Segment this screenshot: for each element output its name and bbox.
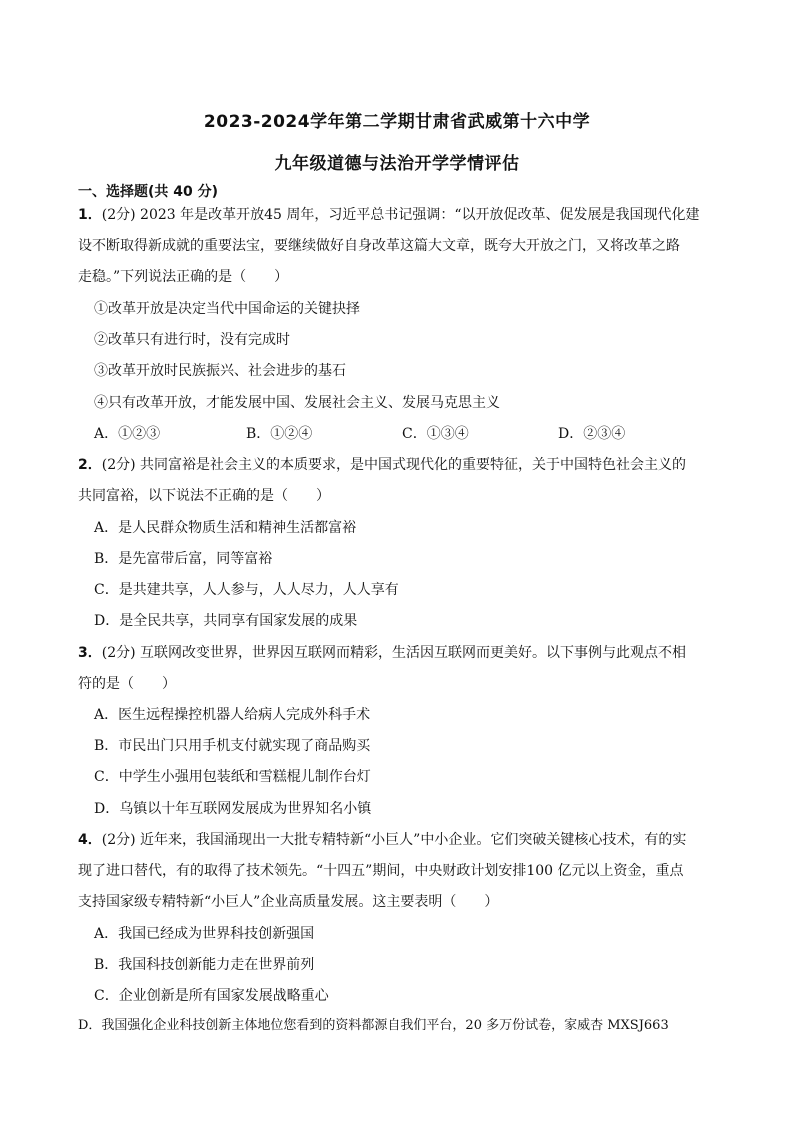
question-4-choice-a: A．我国已经成为世界科技创新强国	[94, 926, 315, 942]
question-1-line-2: 设不断取得新成就的重要法宝，要继续做好自身改革这篇大文章，既夸大开放之门，又将改革之路	[78, 238, 680, 254]
question-2-choice-c: C．是共建共享，人人参与，人人尽力，人人享有	[94, 582, 399, 598]
question-1-number: 1．	[78, 207, 102, 223]
question-2-number: 2．	[78, 457, 102, 473]
question-1-choice-a: A．①②③	[94, 426, 161, 442]
question-4-line-3: 支持国家级专精特新“小巨人”企业高质量发展。这主要表明（ ）	[78, 894, 499, 910]
question-4-choice-c: C．企业创新是所有国家发展战略重心	[94, 988, 329, 1004]
question-1-line-1	[78, 206, 718, 224]
question-3-choice-d: D．乌镇以十年互联网发展成为世界知名小镇	[94, 801, 372, 817]
question-2-choice-d: D．是全民共享，共同享有国家发展的成果	[94, 613, 358, 629]
question-1-statement-3: ③改革开放时民族振兴、社会进步的基石	[94, 363, 346, 379]
question-4-choice-b: B．我国科技创新能力走在世界前列	[94, 957, 315, 973]
question-1-line-3: 走稳。”下列说法正确的是（ ）	[78, 269, 289, 285]
question-4-line-1	[78, 831, 718, 849]
question-3-line-1	[78, 644, 718, 662]
question-4-choice-d-with-watermark: D．我国强化企业科技创新主体地位您看到的资料都源自我们平台，20 多万份试卷，家威杏 MXSJ663	[78, 1018, 669, 1033]
question-1-choice-d: D．②③④	[558, 426, 626, 442]
question-3-number: 3．	[78, 645, 102, 661]
question-3-line-2: 符的是（ ）	[78, 676, 176, 692]
question-2-line-1	[78, 456, 718, 474]
question-3-choice-b: B．市民出门只用手机支付就实现了商品购买	[94, 738, 371, 754]
question-4-number: 4．	[78, 832, 102, 848]
question-2-choice-a: A．是人民群众物质生活和精神生活都富裕	[94, 520, 357, 536]
question-2-text: (2分) 共同富裕是社会主义的本质要求，是中国式现代化的重要特征，关于中国特色社会主义的	[101, 457, 687, 473]
question-1-statement-4: ④只有改革开放，才能发展中国、发展社会主义、发展马克思主义	[94, 395, 500, 411]
question-4-line-2: 现了进口替代，有的取得了技术领先。“十四五”期间，中央财政计划安排100 亿元以上资金，重点	[78, 863, 684, 879]
question-1-statement-2: ②改革只有进行时，没有完成时	[94, 332, 290, 348]
question-1-choice-c: C．①③④	[402, 426, 469, 442]
question-3-text: (2分) 互联网改变世界，世界因互联网而精彩，生活因互联网而更美好。以下事例与此观点不相	[101, 645, 687, 661]
question-3-choice-a: A．医生远程操控机器人给病人完成外科手术	[94, 707, 371, 723]
question-1-choice-b: B．①②④	[246, 426, 313, 442]
question-3-choice-c: C．中学生小强用包装纸和雪糕棍儿制作台灯	[94, 769, 371, 785]
document-subtitle: 九年级道德与法治开学学情评估	[274, 154, 520, 174]
question-2-line-2: 共同富裕，以下说法不正确的是（ ）	[78, 488, 330, 504]
question-1-text: (2分) 2023 年是改革开放45 周年，习近平总书记强调：“以开放促改革、促发展是我国现代化建	[101, 207, 700, 223]
question-4-text: (2分) 近年来，我国涌现出一大批专精特新“小巨人”中小企业。它们突破关键核心技术，有的实	[101, 832, 687, 848]
question-1-statement-1: ①改革开放是决定当代中国命运的关键抉择	[94, 301, 360, 317]
section-heading: 一、选择题(共 40 分)	[78, 184, 219, 200]
document-title: 2023-2024学年第二学期甘肃省武威第十六中学	[203, 112, 591, 132]
question-2-choice-b: B．是先富带后富，同等富裕	[94, 551, 273, 567]
